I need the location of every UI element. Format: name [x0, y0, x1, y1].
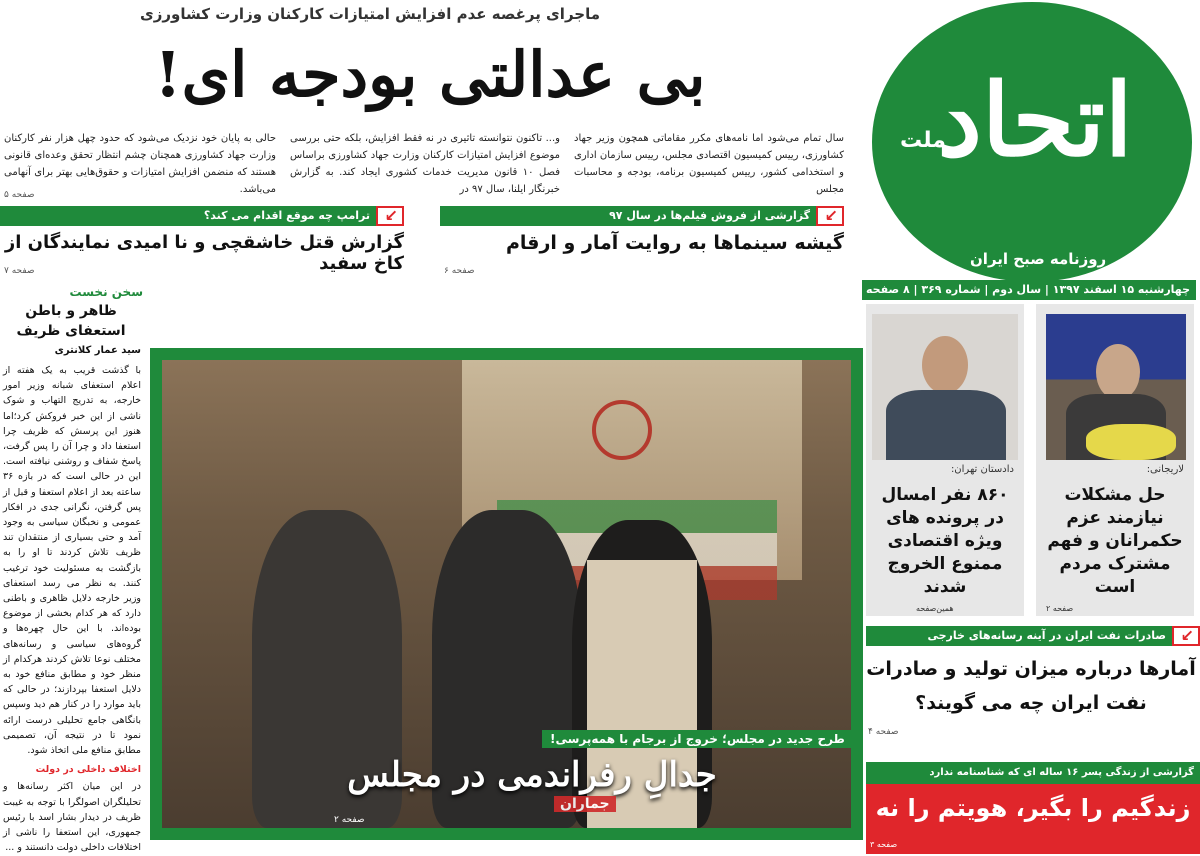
dateline: چهارشنبه ۱۵ اسفند ۱۳۹۷ | سال دوم | شماره ۳۶۹ | ۸ صفحه | ۱۰۰۰ تومان	[862, 280, 1196, 300]
editorial-body-text: با گذشت قریب به یک هفته از اعلام استعفای شبانه وزیر امور خارجه، به تدریج التهاب و شوک ناشی از این خبر فروکش کرد؛اما هنوز این پرسش که ظریف چرا استعفا داد و چرا آن را پس گرفت، پاسخ شفاف و روشنی نیافته است. این در حالی است که در بازه ۳۶ ساعته بعد از اعلام استعفا و قبل از پس گرفتن، نگرانی جدی در افکار عمومی و نخبگان سیاسی به وجود آمد و حتی بسیاری از منتقدان تند ظریف تلاش کردند تا او را به بازگشت به مسئولیت خود ترغیب کنند. به نظر می رسد استعفای وزیر خارجه دلایل ظاهری و باطنی دارد که هر کدام بخشی از موضوع بوده‌اند. با این حال چهره‌ها و گروه‌های سیاسی و رسانه‌های مختلف نوعا تلاش کردند هرکدام از منظر خود و مطابق منافع خود به دلایل استعفا بپردازند؛ در حالی که باید موارد را در کنار هم دید وسپس بانگاهی جامع تحلیلی درست ارائه نمود تا در نتیجه آن، تصمیمی مطابق منافع ملی اتخاذ شود.	[3, 365, 141, 757]
editorial-body-text-2: در این میان اکثر رسانه‌ها و تحلیلگران اصولگرا با توجه به غیبت ظریف در دیدار بشار اسد با رئیس جمهوری، این استعفا را ناشی از اختلافات داخلی دولت دانستند و ...	[3, 781, 141, 854]
editorial-column	[0, 285, 145, 854]
lead-headline[interactable]: بی عدالتی بودجه ای!	[154, 38, 706, 111]
oil-page-ref: صفحه ۴	[868, 727, 899, 737]
larijani-page-ref: صفحه ۲	[1046, 604, 1074, 613]
arrow-icon	[816, 206, 844, 226]
identity-section-bar: گزارشی از زندگی پسر ۱۶ ساله ای که شناسنامه ندارد	[866, 762, 1200, 784]
larijani-headline: حل مشکلات نیازمند عزم حکمرانان و فهم مشترک مردم است	[1047, 485, 1183, 597]
emblem-icon	[592, 400, 652, 460]
trump-headline[interactable]: گزارش قتل خاشقچی و نا امیدی نمایندگان از کاخ سفید	[4, 232, 404, 274]
watermark-logo: جماران	[554, 796, 616, 812]
lead-column-1: سال تمام می‌شود اما نامه‌های مکرر مقاماتی همچون وزیر جهاد کشاورزی، رییس کمیسیون اقتصادی مجلس، رییس سازمان اداری و استخدامی کشور، رییس کمیسیون برنامه، بودجه و محاسبات مجلس	[574, 133, 844, 195]
editorial-title[interactable]	[1, 301, 141, 341]
editorial-title-line-2: استعفای ظریف	[16, 323, 126, 339]
prosecutor-page-ref: همین‌صفحه	[916, 604, 954, 613]
editorial-title-line-1: ظاهر و باطن	[25, 303, 117, 319]
lead-kicker: ماجرای پرغصه عدم افزایش امتیازات کارکنان وزارت کشاورزی	[140, 5, 600, 23]
larijani-label: لاریجانی:	[1146, 464, 1184, 475]
cinema-bar-label: گزارشی از فروش فیلم‌ها در سال ۹۷	[609, 209, 810, 222]
editorial-body	[3, 363, 141, 856]
lead-page-ref: صفحه ۵	[4, 190, 35, 200]
arrow-icon	[1172, 626, 1200, 646]
prosecutor-label: دادستان تهران:	[950, 464, 1014, 475]
trump-section-bar[interactable]	[0, 206, 404, 226]
oil-headline[interactable]	[866, 652, 1196, 720]
parliament-photo	[162, 360, 851, 828]
identity-headline: زندگیم را بگیر، هویتم را نه	[875, 794, 1191, 822]
cinema-headline[interactable]: گیشه سینماها به روایت آمار و ارقام	[505, 232, 844, 254]
oil-bar-label: صادرات نفت ایران در آینه رسانه‌های خارجی	[927, 629, 1166, 642]
identity-page-ref: صفحه ۳	[870, 840, 898, 849]
editorial-label: سخن نخست	[69, 285, 143, 299]
oil-section-bar[interactable]	[866, 626, 1200, 646]
trump-page-ref: صفحه ۷	[4, 266, 35, 276]
cinema-page-ref: صفحه ۶	[444, 266, 475, 276]
larijani-photo	[1046, 314, 1186, 460]
newspaper-logo[interactable]: اتحاد	[937, 61, 1133, 179]
oil-headline-line-1: آمارها درباره میزان تولید و صادرات	[866, 658, 1196, 680]
editorial-author: سید عمار کلانتری	[54, 345, 141, 356]
prosecutor-photo	[872, 314, 1018, 460]
editorial-subhead: اختلاف داخلی در دولت	[35, 764, 141, 776]
main-photo-frame[interactable]	[150, 348, 863, 840]
prosecutor-card[interactable]	[866, 304, 1024, 616]
identity-story-box[interactable]	[866, 762, 1200, 854]
oil-headline-line-2: نفت ایران چه می گویند؟	[915, 692, 1147, 714]
cinema-section-bar[interactable]	[440, 206, 844, 226]
lead-column-2: و... تاکنون نتوانسته تاثیری در نه فقط افزایش، بلکه حتی بررسی موضوع افزایش امتیازات کارکنان وزارت جهاد کشاورزی براساس فصل ۱۰ قانون مدیریت خدمات کشوری ایجاد کند. به گزارش خبرنگار ایلنا، سال ۹۷ در	[290, 133, 560, 195]
photo-headline[interactable]: جدالِ رفراندمی در مجلس	[347, 755, 717, 795]
photo-subhead: طرح جدید در مجلس؛ خروج از برجام با همه‌پرسی!	[542, 730, 853, 748]
larijani-card[interactable]	[1036, 304, 1194, 616]
arrow-icon	[376, 206, 404, 226]
lead-column-3: حالی به پایان خود نزدیک می‌شود که حدود چهل هزار نفر کارکنان وزارت جهاد کشاورزی همچنان چشم انتظار تحقق وعده‌ای قانونی هستند که منضمن افزایش امتیازات و حقوق‌هایی بهتر برای آنهامی می‌باشد.	[4, 133, 276, 195]
prosecutor-headline: ۸۶۰ نفر امسال در پرونده های ویژه اقتصادی ممنوع الخروج شدند	[881, 485, 1009, 597]
masthead	[860, 0, 1200, 280]
photo-page-ref: صفحه ۲	[334, 815, 365, 825]
trump-bar-label: ترامپ چه موقع اقدام می کند؟	[203, 209, 370, 222]
logo-subtitle: ملت	[900, 128, 946, 153]
tagline: روزنامه صبح ایران	[970, 250, 1107, 268]
